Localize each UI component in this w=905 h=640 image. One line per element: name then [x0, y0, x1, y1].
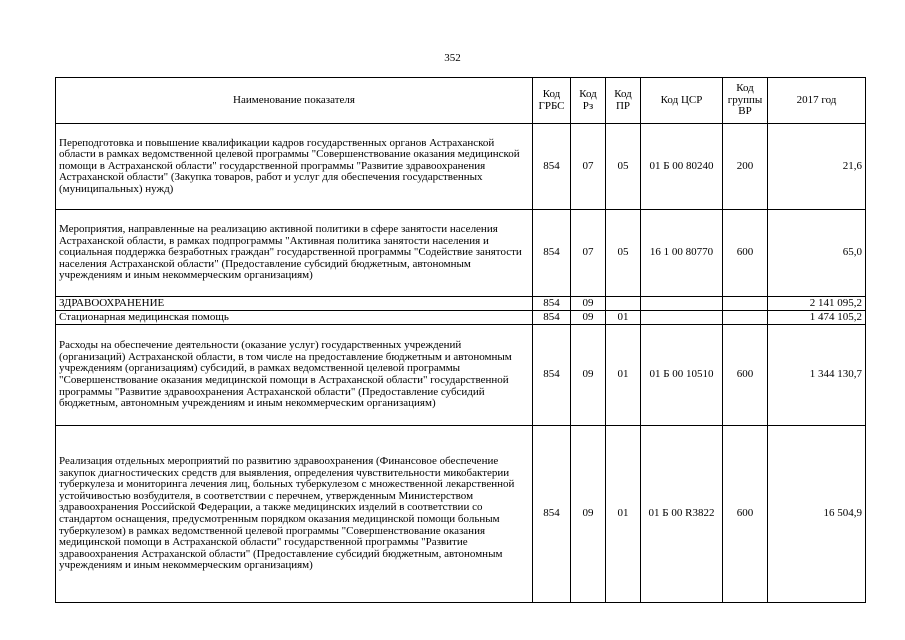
row-vr — [723, 311, 768, 325]
row-pr: 01 — [606, 311, 641, 325]
row-vr: 200 — [723, 124, 768, 210]
row-pr: 01 — [606, 325, 641, 426]
header-pr: Код ПР — [606, 78, 641, 124]
row-csr: 16 1 00 80770 — [641, 210, 723, 297]
row-vr: 600 — [723, 426, 768, 603]
row-rz: 09 — [571, 325, 606, 426]
row-vr: 600 — [723, 325, 768, 426]
row-amount: 65,0 — [768, 210, 866, 297]
header-vr: Код группы ВР — [723, 78, 768, 124]
row-csr — [641, 297, 723, 311]
row-name: Мероприятия, направленные на реализацию активной политики в сфере занятости населения Астраханской области, в рамках подпрограммы "Активная политика занятости населения и социальная поддержка безработных граждан" государственной программы "Содействие занятости населения Астраханской области" (Предоставление субсидий бюджетным, автономным учреждениям и иным некоммерческим организациям) — [56, 210, 533, 297]
row-amount: 21,6 — [768, 124, 866, 210]
row-name: ЗДРАВООХРАНЕНИЕ — [56, 297, 533, 311]
table-row — [56, 297, 866, 311]
row-csr — [641, 311, 723, 325]
header-rz: Код Рз — [571, 78, 606, 124]
row-pr: 01 — [606, 426, 641, 603]
table-header-row — [56, 78, 866, 124]
page-number: 352 — [444, 52, 461, 64]
budget-table — [55, 77, 866, 603]
header-csr: Код ЦСР — [641, 78, 723, 124]
row-name: Переподготовка и повышение квалификации кадров государственных органов Астраханской области в рамках ведомственной целевой программы "Совершенствование оказания медицинской помощи в Астраханской области" государственной программы "Развитие здравоохранения Астраханской области" (Закупка товаров, работ и услуг для обеспечения государственных (муниципальных) нужд) — [56, 124, 533, 210]
header-grbs: Код ГРБС — [533, 78, 571, 124]
row-rz: 07 — [571, 124, 606, 210]
row-grbs: 854 — [533, 210, 571, 297]
row-name: Расходы на обеспечение деятельности (оказание услуг) государственных учреждений (организаций) Астраханской области, в том числе на предоставление бюджетным и автономным учреждениям (организациям) субсидий, в рамках ведомственной целевой программы "Совершенствование оказания медицинской помощи в Астраханской области" государственной программы "Развитие здравоохранения Астраханской области" (Предоставление субсидий бюджетным, автономным учреждениям и иным некоммерческим организациям) — [56, 325, 533, 426]
row-csr: 01 Б 00 R3822 — [641, 426, 723, 603]
table-row — [56, 426, 866, 603]
row-amount: 16 504,9 — [768, 426, 866, 603]
row-rz: 09 — [571, 297, 606, 311]
row-grbs: 854 — [533, 426, 571, 603]
table-row — [56, 210, 866, 297]
header-name: Наименование показателя — [56, 78, 533, 124]
table-row — [56, 124, 866, 210]
row-vr — [723, 297, 768, 311]
row-name: Стационарная медицинская помощь — [56, 311, 533, 325]
row-amount: 1 474 105,2 — [768, 311, 866, 325]
row-pr: 05 — [606, 124, 641, 210]
row-rz: 07 — [571, 210, 606, 297]
row-grbs: 854 — [533, 311, 571, 325]
row-pr: 05 — [606, 210, 641, 297]
row-csr: 01 Б 00 80240 — [641, 124, 723, 210]
row-vr: 600 — [723, 210, 768, 297]
row-amount: 2 141 095,2 — [768, 297, 866, 311]
row-name: Реализация отдельных мероприятий по развитию здравоохранения (Финансовое обеспечение закупок диагностических средств для выявления, определения чувствительности микобактерии туберкулеза и мониторинга лечения лиц, больных туберкулезом с множественной лекарственной устойчивостью возбудителя, в соответствии с перечнем, утвержденным Министерством здравоохранения Российской Федерации, а также медицинских изделий в соответствии со стандартом оснащения, предусмотренным порядком оказания медицинской помощи больным туберкулезом) в рамках ведомственной целевой программы "Совершенствование оказания медицинской помощи в Астраханской области" государственной программы "Развитие здравоохранения Астраханской области" (Предоставление субсидий бюджетным, автономным учреждениям и иным некоммерческим организациям) — [56, 426, 533, 603]
row-grbs: 854 — [533, 325, 571, 426]
row-rz: 09 — [571, 311, 606, 325]
row-rz: 09 — [571, 426, 606, 603]
table-row — [56, 325, 866, 426]
row-grbs: 854 — [533, 124, 571, 210]
row-pr — [606, 297, 641, 311]
row-csr: 01 Б 00 10510 — [641, 325, 723, 426]
row-amount: 1 344 130,7 — [768, 325, 866, 426]
row-grbs: 854 — [533, 297, 571, 311]
header-year: 2017 год — [768, 78, 866, 124]
table-row — [56, 311, 866, 325]
